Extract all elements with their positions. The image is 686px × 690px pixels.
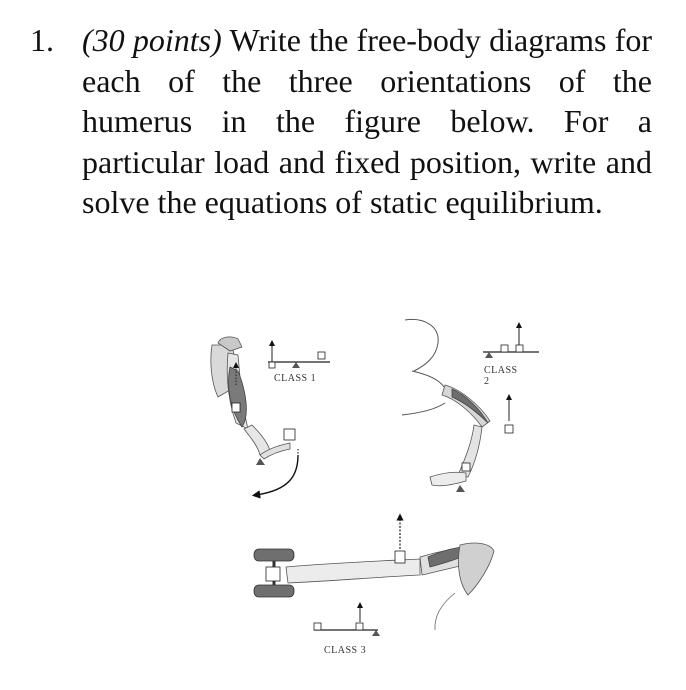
class2-label: CLASS 2 [484, 365, 518, 387]
problem-number: 1. [30, 22, 54, 58]
class3-diagram [254, 517, 494, 636]
lever-classes-figure [190, 305, 518, 665]
class3-label: CLASS 3 [324, 645, 367, 656]
problem-body [82, 20, 652, 223]
class1-diagram [211, 337, 330, 495]
class1-label: CLASS 1 [274, 373, 317, 384]
class2-diagram [402, 319, 539, 492]
lever-illustration [190, 305, 500, 665]
problem-text: Write the free-body diagrams for each of the three orientations of the humerus in the figure below. For a particular load and fixed position, write and solve the equations of static equilibrium. [82, 22, 653, 221]
problem-points: (30 points) [82, 22, 222, 58]
